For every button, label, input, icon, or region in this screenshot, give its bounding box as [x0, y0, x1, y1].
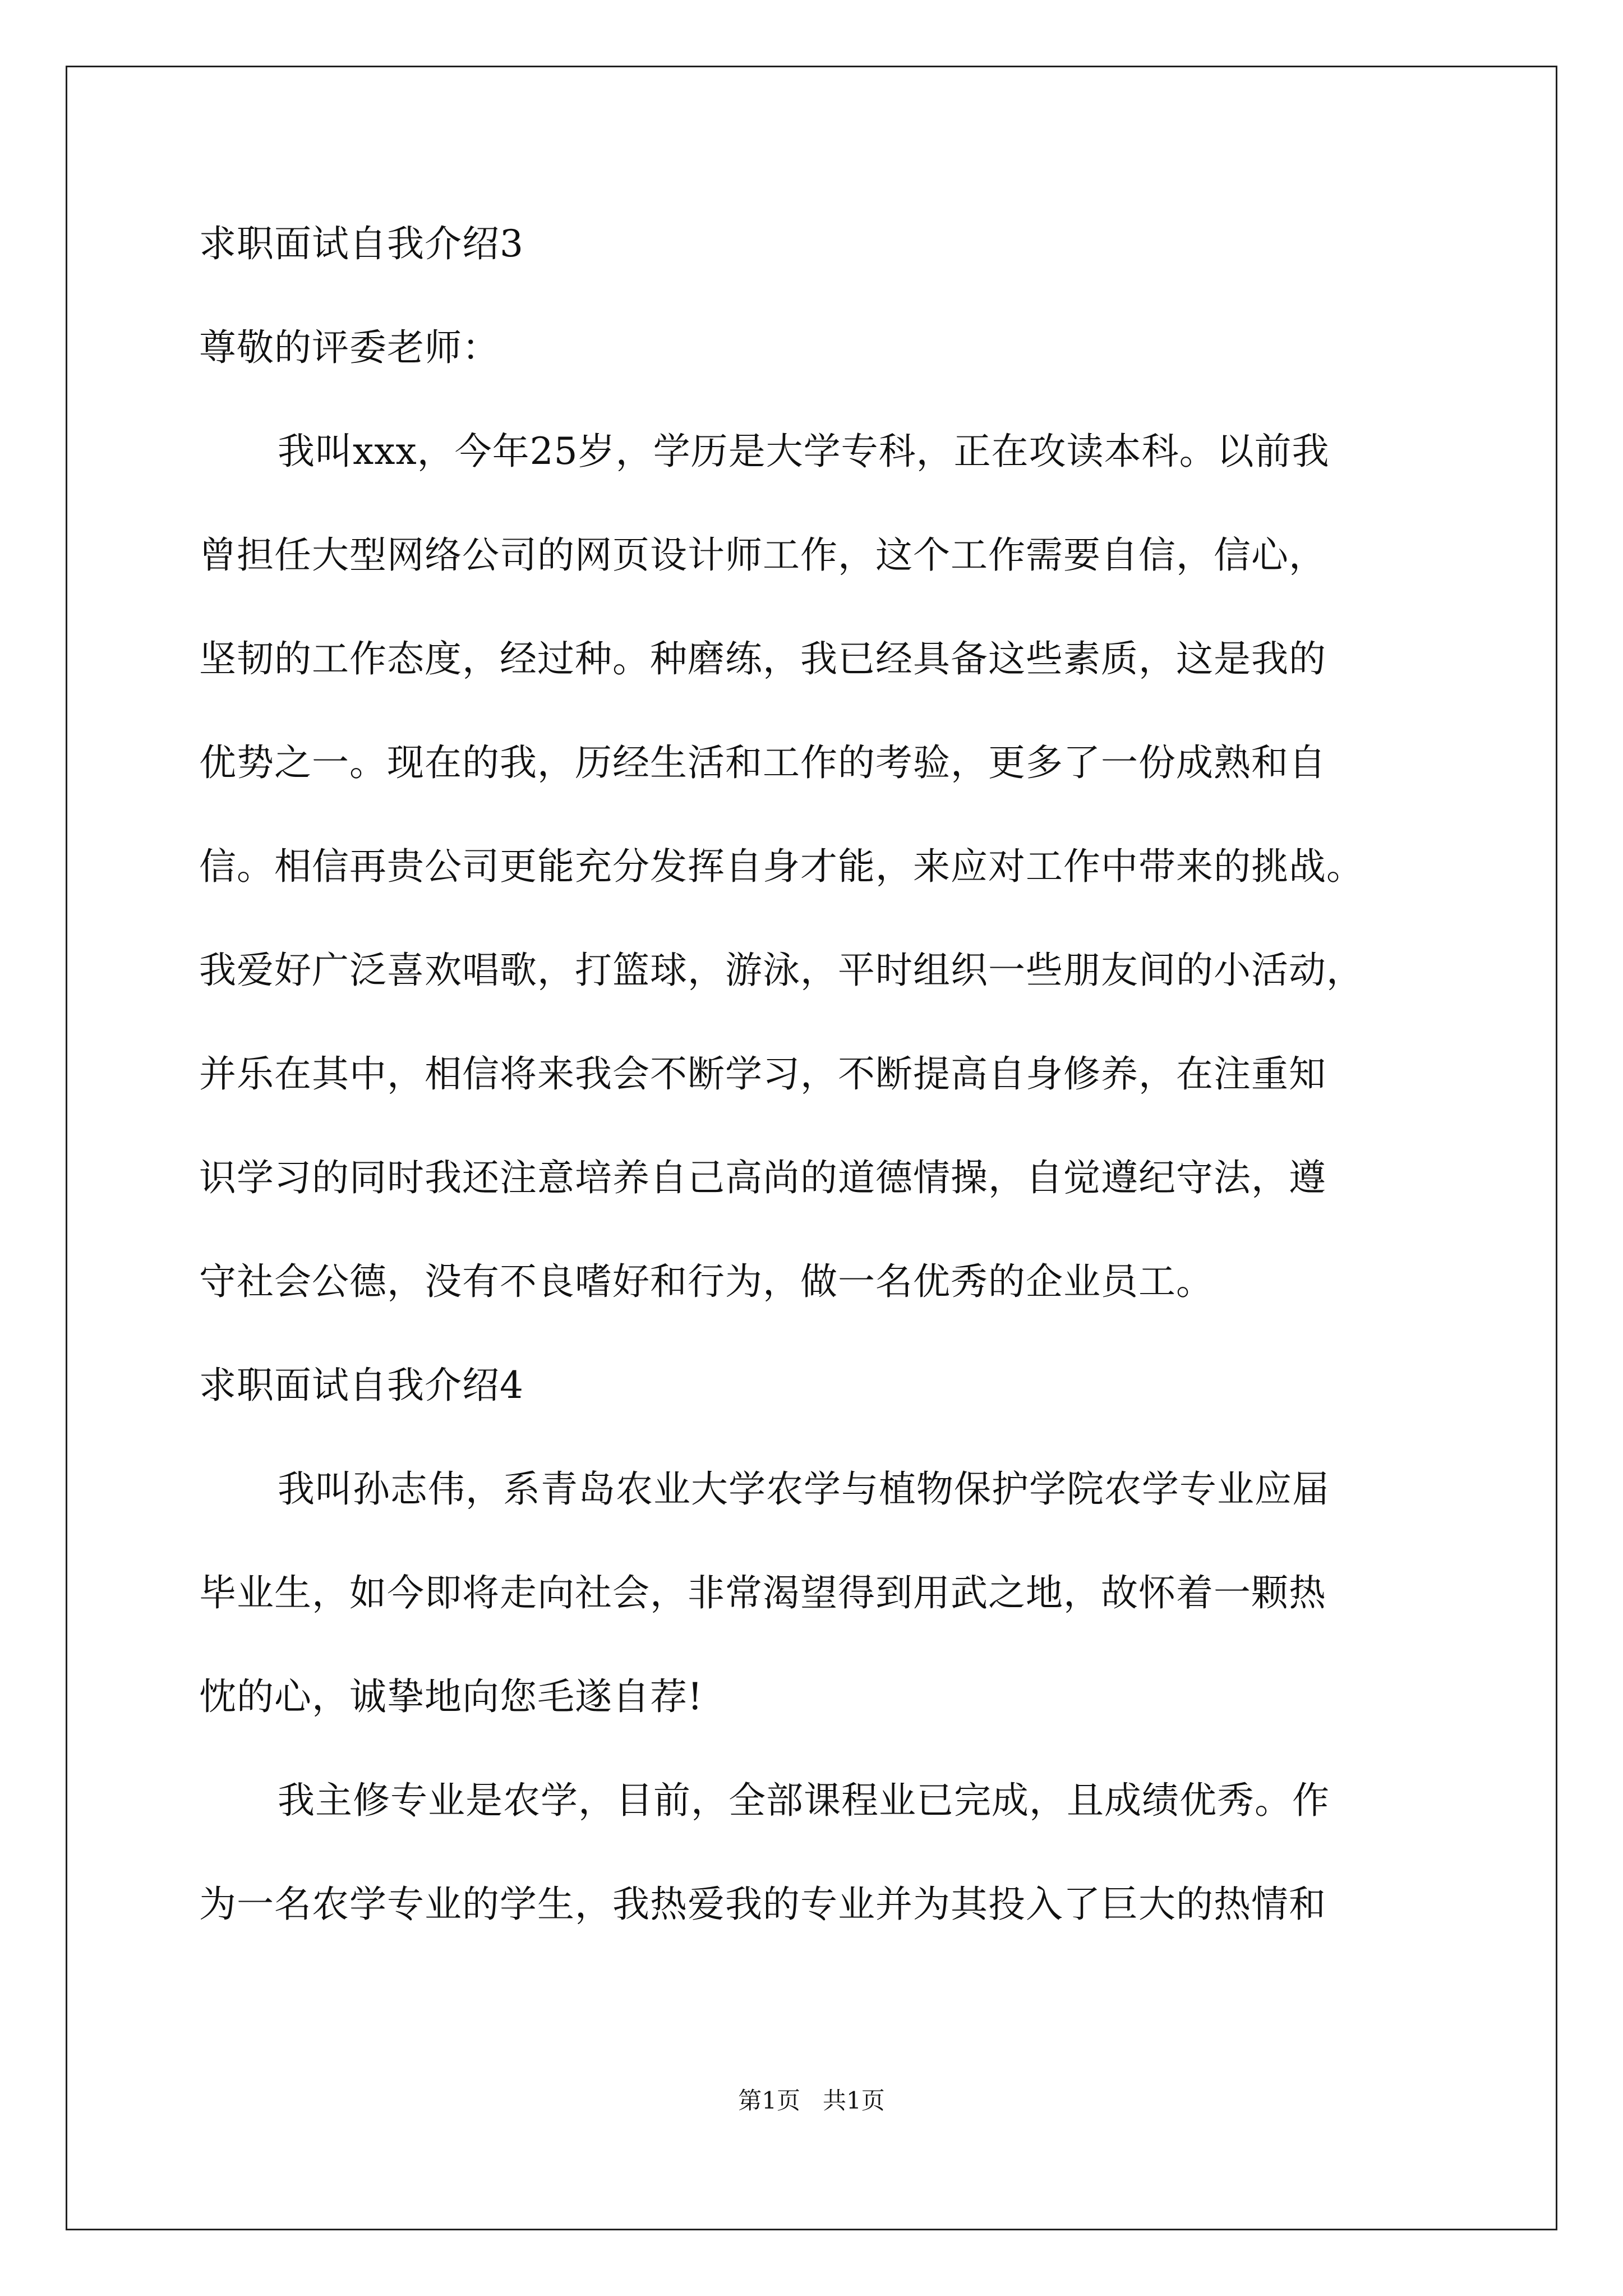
paragraph-line: 我叫孙志伟，系青岛农业大学农学与植物保护学院农学专业应届 — [278, 1467, 1330, 1511]
paragraph-line: 优势之一。现在的我，历经生活和工作的考验，更多了一份成熟和自 — [199, 741, 1326, 784]
page-footer: 第1页 共1页 — [738, 2087, 885, 2114]
paragraph-line: 识学习的同时我还注意培养自己高尚的道德情操，自觉遵纪守法，遵 — [199, 1156, 1326, 1199]
paragraph-line: 并乐在其中，相信将来我会不断学习，不断提高自身修养，在注重知 — [199, 1052, 1326, 1096]
paragraph-line: 曾担任大型网络公司的网页设计师工作，这个工作需要自信，信心， — [199, 533, 1326, 577]
paragraph-line: 信。相信再贵公司更能充分发挥自身才能，来应对工作中带来的挑战。 — [199, 845, 1364, 888]
paragraph-line: 毕业生，如今即将走向社会，非常渴望得到用武之地，故怀着一颗热 — [199, 1571, 1326, 1614]
paragraph-line: 守社会公德，没有不良嗜好和行为，做一名优秀的企业员工。 — [199, 1260, 1214, 1303]
paragraph-line: 我主修专业是农学，目前，全部课程业已完成，且成绩优秀。作 — [278, 1779, 1330, 1822]
salutation: 尊敬的评委老师： — [199, 326, 500, 369]
paragraph-line: 坚韧的工作态度，经过种。种磨练，我已经具备这些素质，这是我的 — [199, 637, 1326, 680]
paragraph-line: 忱的心，诚挚地向您毛遂自荐! — [199, 1675, 703, 1718]
section-heading-3: 求职面试自我介绍3 — [199, 222, 524, 265]
paragraph-line: 我叫xxx，今年25岁，学历是大学专科，正在攻读本科。以前我 — [278, 430, 1330, 473]
section-heading-4: 求职面试自我介绍4 — [199, 1364, 524, 1407]
paragraph-line: 为一名农学专业的学生，我热爱我的专业并为其投入了巨大的热情和 — [199, 1883, 1326, 1926]
paragraph-line: 我爱好广泛喜欢唱歌，打篮球，游泳，平时组织一些朋友间的小活动， — [199, 949, 1364, 992]
